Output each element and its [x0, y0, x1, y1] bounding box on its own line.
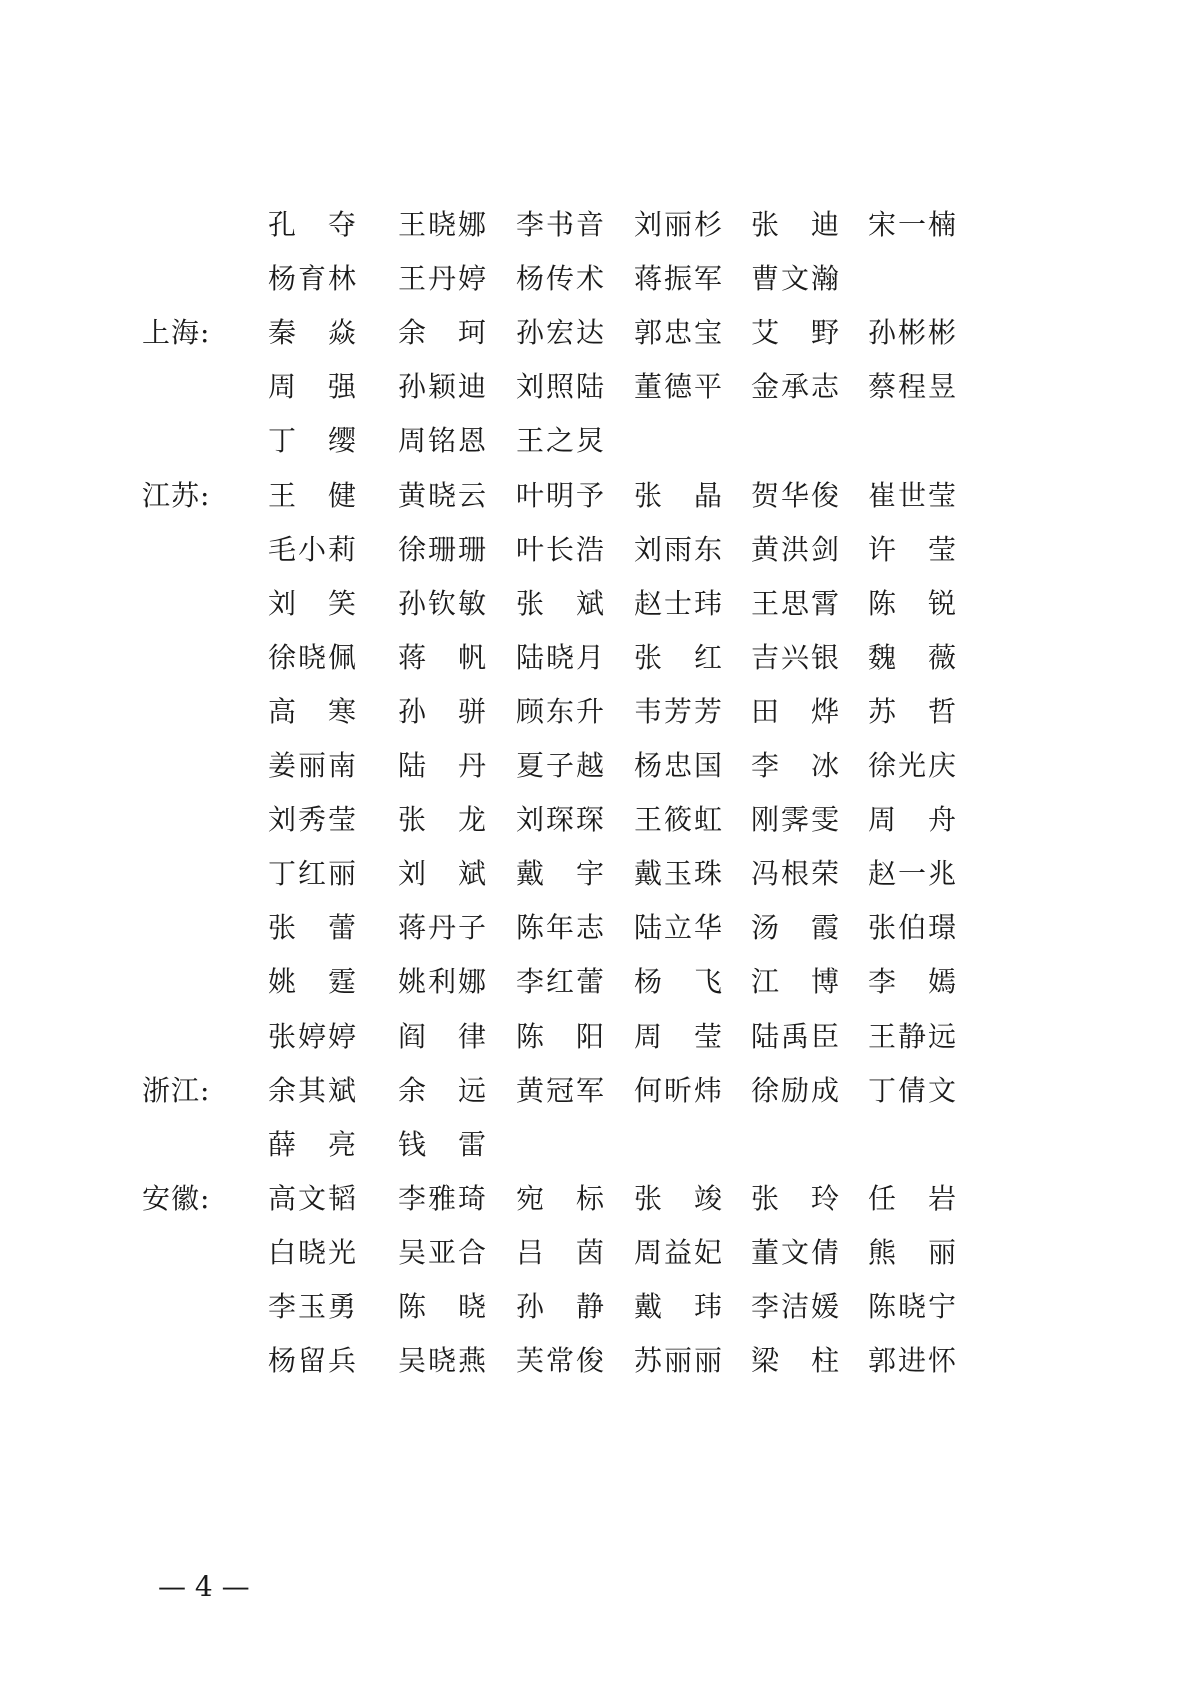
person-name: 董文倩: [751, 1235, 842, 1269]
page-number: — 4 —: [158, 1570, 250, 1603]
person-name: 冯根荣: [751, 857, 842, 891]
person-name: 郭进怀: [868, 1344, 959, 1378]
person-name: 孙 静: [516, 1290, 604, 1323]
roster-row: [0, 1171, 1200, 1229]
person-name: 孙宏达: [516, 316, 607, 350]
person-name: 张伯璟: [868, 911, 959, 945]
person-name: 刘照陆: [516, 370, 607, 404]
roster-row: [0, 251, 1200, 309]
person-name: 任 岩: [868, 1181, 956, 1215]
person-name: 孙颖迪: [398, 370, 489, 404]
person-name: 王静远: [868, 1019, 959, 1053]
person-name: 陈 阳: [516, 1019, 604, 1053]
person-name: 陈 晓: [398, 1290, 486, 1323]
person-name: 吴晓燕: [398, 1344, 489, 1378]
person-name: 毛小莉: [268, 532, 359, 566]
person-name: 陆晓月: [516, 640, 607, 674]
person-name: 李洁媛: [751, 1290, 842, 1323]
person-name: 吕 茵: [516, 1235, 604, 1269]
roster-row: [0, 576, 1200, 634]
person-name: 夏子越: [516, 749, 607, 782]
person-name: 赵一兆: [868, 857, 959, 891]
person-name: 田 烨: [751, 694, 839, 728]
person-name: 杨忠国: [634, 749, 725, 782]
person-name: 孙钦敏: [398, 586, 489, 620]
roster-row: [0, 630, 1200, 688]
person-name: 刘雨东: [634, 532, 725, 566]
person-name: 孔 夺: [268, 208, 356, 241]
person-name: 陈晓宁: [868, 1290, 959, 1323]
roster-row: [0, 197, 1200, 255]
person-name: 张 玲: [751, 1181, 839, 1215]
person-name: 戴玉珠: [634, 857, 725, 891]
person-name: 徐励成: [751, 1073, 842, 1107]
roster-row: [0, 846, 1200, 904]
person-name: 姚 霆: [268, 965, 356, 999]
person-name: 张 斌: [516, 586, 604, 620]
region-label: 上海:: [142, 316, 211, 350]
roster-row: [0, 684, 1200, 742]
person-name: 陆 丹: [398, 749, 486, 782]
person-name: 许 莹: [868, 532, 956, 566]
person-name: 徐晓佩: [268, 640, 359, 674]
person-name: 周益妃: [634, 1235, 725, 1269]
person-name: 王丹婷: [398, 262, 489, 296]
person-name: 张 竣: [634, 1181, 722, 1215]
person-name: 赵士玮: [634, 586, 725, 620]
person-name: 孙彬彬: [868, 316, 959, 350]
person-name: 张 龙: [398, 803, 486, 837]
person-name: 王筱虹: [634, 803, 725, 837]
roster-row: [0, 1225, 1200, 1283]
person-name: 梁 柱: [751, 1344, 839, 1378]
person-name: 曹文瀚: [751, 262, 842, 296]
person-name: 吴亚合: [398, 1235, 489, 1269]
person-name: 余 远: [398, 1073, 486, 1107]
region-label: 江苏:: [142, 478, 211, 512]
person-name: 郭忠宝: [634, 316, 725, 350]
person-name: 蔡程昱: [868, 370, 959, 404]
person-name: 刚霁雯: [751, 803, 842, 837]
person-name: 姜丽南: [268, 749, 359, 782]
person-name: 顾东升: [516, 694, 607, 728]
person-name: 江 博: [751, 965, 839, 999]
person-name: 张 晶: [634, 478, 722, 512]
person-name: 李 冰: [751, 749, 839, 782]
roster-row: [0, 1279, 1200, 1337]
person-name: 蒋振军: [634, 262, 725, 296]
person-name: 陈 锐: [868, 586, 956, 620]
person-name: 丁红丽: [268, 857, 359, 891]
person-name: 钱 雷: [398, 1127, 486, 1161]
person-name: 芙常俊: [516, 1344, 607, 1378]
person-name: 宛 标: [516, 1181, 604, 1215]
person-name: 戴 宇: [516, 857, 604, 891]
person-name: 周 莹: [634, 1019, 722, 1053]
person-name: 阎 律: [398, 1019, 486, 1053]
roster-row: [0, 1063, 1200, 1121]
person-name: 陆禹臣: [751, 1019, 842, 1053]
person-name: 吉兴银: [751, 640, 842, 674]
person-name: 叶明予: [516, 478, 607, 512]
person-name: 刘琛琛: [516, 803, 607, 837]
person-name: 丁 缨: [268, 424, 356, 458]
person-name: 周 强: [268, 370, 356, 404]
roster-row: [0, 1333, 1200, 1391]
person-name: 刘 斌: [398, 857, 486, 891]
person-name: 张 蕾: [268, 911, 356, 945]
roster-row: [0, 738, 1200, 796]
person-name: 何昕炜: [634, 1073, 725, 1107]
person-name: 余 珂: [398, 316, 486, 350]
person-name: 蒋 帆: [398, 640, 486, 674]
person-name: 汤 霞: [751, 911, 839, 945]
person-name: 董德平: [634, 370, 725, 404]
person-name: 刘 笑: [268, 586, 356, 620]
person-name: 徐珊珊: [398, 532, 489, 566]
person-name: 韦芳芳: [634, 694, 725, 728]
region-label: 浙江:: [142, 1073, 211, 1107]
person-name: 刘丽杉: [634, 208, 725, 241]
person-name: 贺华俊: [751, 478, 842, 512]
roster-row: [0, 468, 1200, 526]
person-name: 陈年志: [516, 911, 607, 945]
person-name: 王晓娜: [398, 208, 489, 241]
person-name: 张 迪: [751, 208, 839, 241]
person-name: 薛 亮: [268, 1127, 356, 1161]
roster-row: [0, 1009, 1200, 1067]
person-name: 李书音: [516, 208, 607, 241]
person-name: 白晓光: [268, 1235, 359, 1269]
roster-row: [0, 522, 1200, 580]
person-name: 叶长浩: [516, 532, 607, 566]
person-name: 杨 飞: [634, 965, 722, 999]
person-name: 周 舟: [868, 803, 956, 837]
person-name: 黄冠军: [516, 1073, 607, 1107]
person-name: 姚利娜: [398, 965, 489, 999]
roster-row: [0, 305, 1200, 363]
person-name: 秦 焱: [268, 316, 356, 350]
person-name: 高文韬: [268, 1181, 359, 1215]
roster-row: [0, 900, 1200, 958]
person-name: 苏丽丽: [634, 1344, 725, 1378]
person-name: 艾 野: [751, 316, 839, 350]
person-name: 李红蕾: [516, 965, 607, 999]
person-name: 徐光庆: [868, 749, 959, 782]
person-name: 杨传术: [516, 262, 607, 296]
roster-row: [0, 413, 1200, 471]
person-name: 李玉勇: [268, 1290, 359, 1323]
person-name: 周铭恩: [398, 424, 489, 458]
person-name: 王思霄: [751, 586, 842, 620]
person-name: 刘秀莹: [268, 803, 359, 837]
region-label: 安徽:: [142, 1181, 211, 1215]
person-name: 苏 哲: [868, 694, 956, 728]
person-name: 孙 骈: [398, 694, 486, 728]
person-name: 李 嫣: [868, 965, 956, 999]
person-name: 魏 薇: [868, 640, 956, 674]
person-name: 宋一楠: [868, 208, 959, 241]
person-name: 熊 丽: [868, 1235, 956, 1269]
person-name: 戴 玮: [634, 1290, 722, 1323]
roster-row: [0, 792, 1200, 850]
person-name: 丁倩文: [868, 1073, 959, 1107]
person-name: 张婷婷: [268, 1019, 359, 1053]
roster-row: [0, 359, 1200, 417]
person-name: 陆立华: [634, 911, 725, 945]
roster-row: [0, 954, 1200, 1012]
person-name: 黄洪剑: [751, 532, 842, 566]
person-name: 王 健: [268, 478, 356, 512]
person-name: 李雅琦: [398, 1181, 489, 1215]
person-name: 崔世莹: [868, 478, 959, 512]
person-name: 张 红: [634, 640, 722, 674]
person-name: 金承志: [751, 370, 842, 404]
person-name: 高 寒: [268, 694, 356, 728]
person-name: 蒋丹子: [398, 911, 489, 945]
person-name: 王之炅: [516, 424, 607, 458]
person-name: 余其斌: [268, 1073, 359, 1107]
person-name: 杨育林: [268, 262, 359, 296]
roster-row: [0, 1117, 1200, 1175]
person-name: 杨留兵: [268, 1344, 359, 1378]
person-name: 黄晓云: [398, 478, 489, 512]
